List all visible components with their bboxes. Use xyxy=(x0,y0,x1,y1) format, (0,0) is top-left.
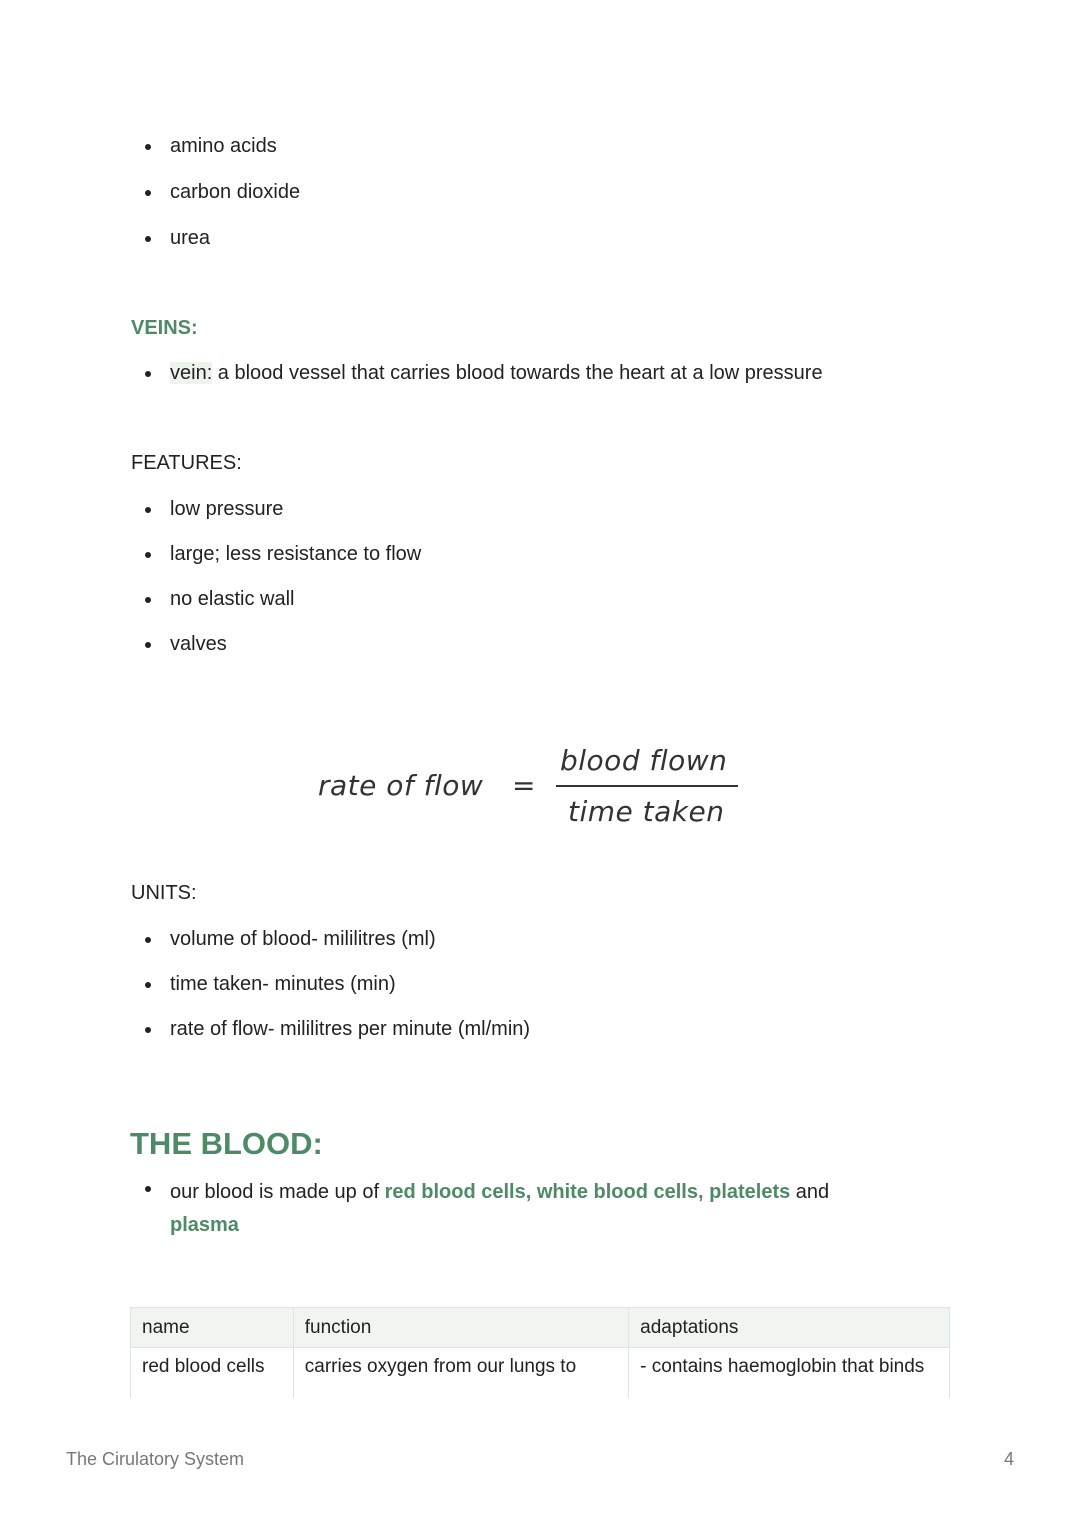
formula-numerator: blood flown xyxy=(560,744,728,777)
blood-heading: THE BLOOD: xyxy=(130,1126,323,1161)
table-cell: red blood cells xyxy=(131,1348,294,1398)
list-item: amino acids xyxy=(130,134,300,158)
table-row xyxy=(131,1348,950,1398)
blood-intro-list xyxy=(130,1181,930,1242)
table-cell: carries oxygen from our lungs to xyxy=(293,1348,628,1398)
formula-lhs: rate of flow xyxy=(318,769,484,802)
veins-definition-list xyxy=(130,361,823,385)
list-item: valves xyxy=(130,632,421,656)
list-item: large; less resistance to flow xyxy=(130,542,421,566)
intro-last: plasma xyxy=(170,1214,239,1236)
features-list xyxy=(130,497,421,656)
units-list xyxy=(130,927,530,1041)
veins-heading: VEINS: xyxy=(131,317,198,339)
definition-term: vein: xyxy=(170,362,213,384)
features-heading: FEATURES: xyxy=(131,452,242,474)
table-cell: - contains haemoglobin that binds xyxy=(629,1348,950,1398)
list-item: no elastic wall xyxy=(130,587,421,611)
column-header-adaptations: adaptations xyxy=(629,1308,950,1348)
definition-text: a blood vessel that carries blood towards the heart at a low pressure xyxy=(212,362,823,384)
list-item: rate of flow- mililitres per minute (ml/min) xyxy=(130,1017,530,1041)
blood-intro xyxy=(130,1176,930,1242)
intro-highlight: red blood cells, white blood cells, platelets xyxy=(384,1181,791,1203)
fraction-bar xyxy=(556,785,738,787)
veins-definition xyxy=(130,361,823,385)
list-item: time taken- minutes (min) xyxy=(130,972,530,996)
table-header-row xyxy=(131,1308,950,1348)
formula-denominator: time taken xyxy=(568,795,725,828)
list-item: low pressure xyxy=(130,497,421,521)
formula-equals: = xyxy=(512,769,536,802)
column-header-function: function xyxy=(293,1308,628,1348)
list-item: carbon dioxide xyxy=(130,180,300,204)
list-item: volume of blood- mililitres (ml) xyxy=(130,927,530,951)
page-number: 4 xyxy=(1004,1449,1015,1469)
top-list xyxy=(130,134,300,250)
blood-components-table xyxy=(130,1307,950,1398)
column-header-name: name xyxy=(131,1308,294,1348)
intro-prefix: our blood is made up of xyxy=(170,1181,385,1203)
units-heading: UNITS: xyxy=(131,882,197,904)
list-item: urea xyxy=(130,226,300,250)
footer-title: The Cirulatory System xyxy=(66,1449,245,1469)
intro-and: and xyxy=(790,1181,830,1203)
